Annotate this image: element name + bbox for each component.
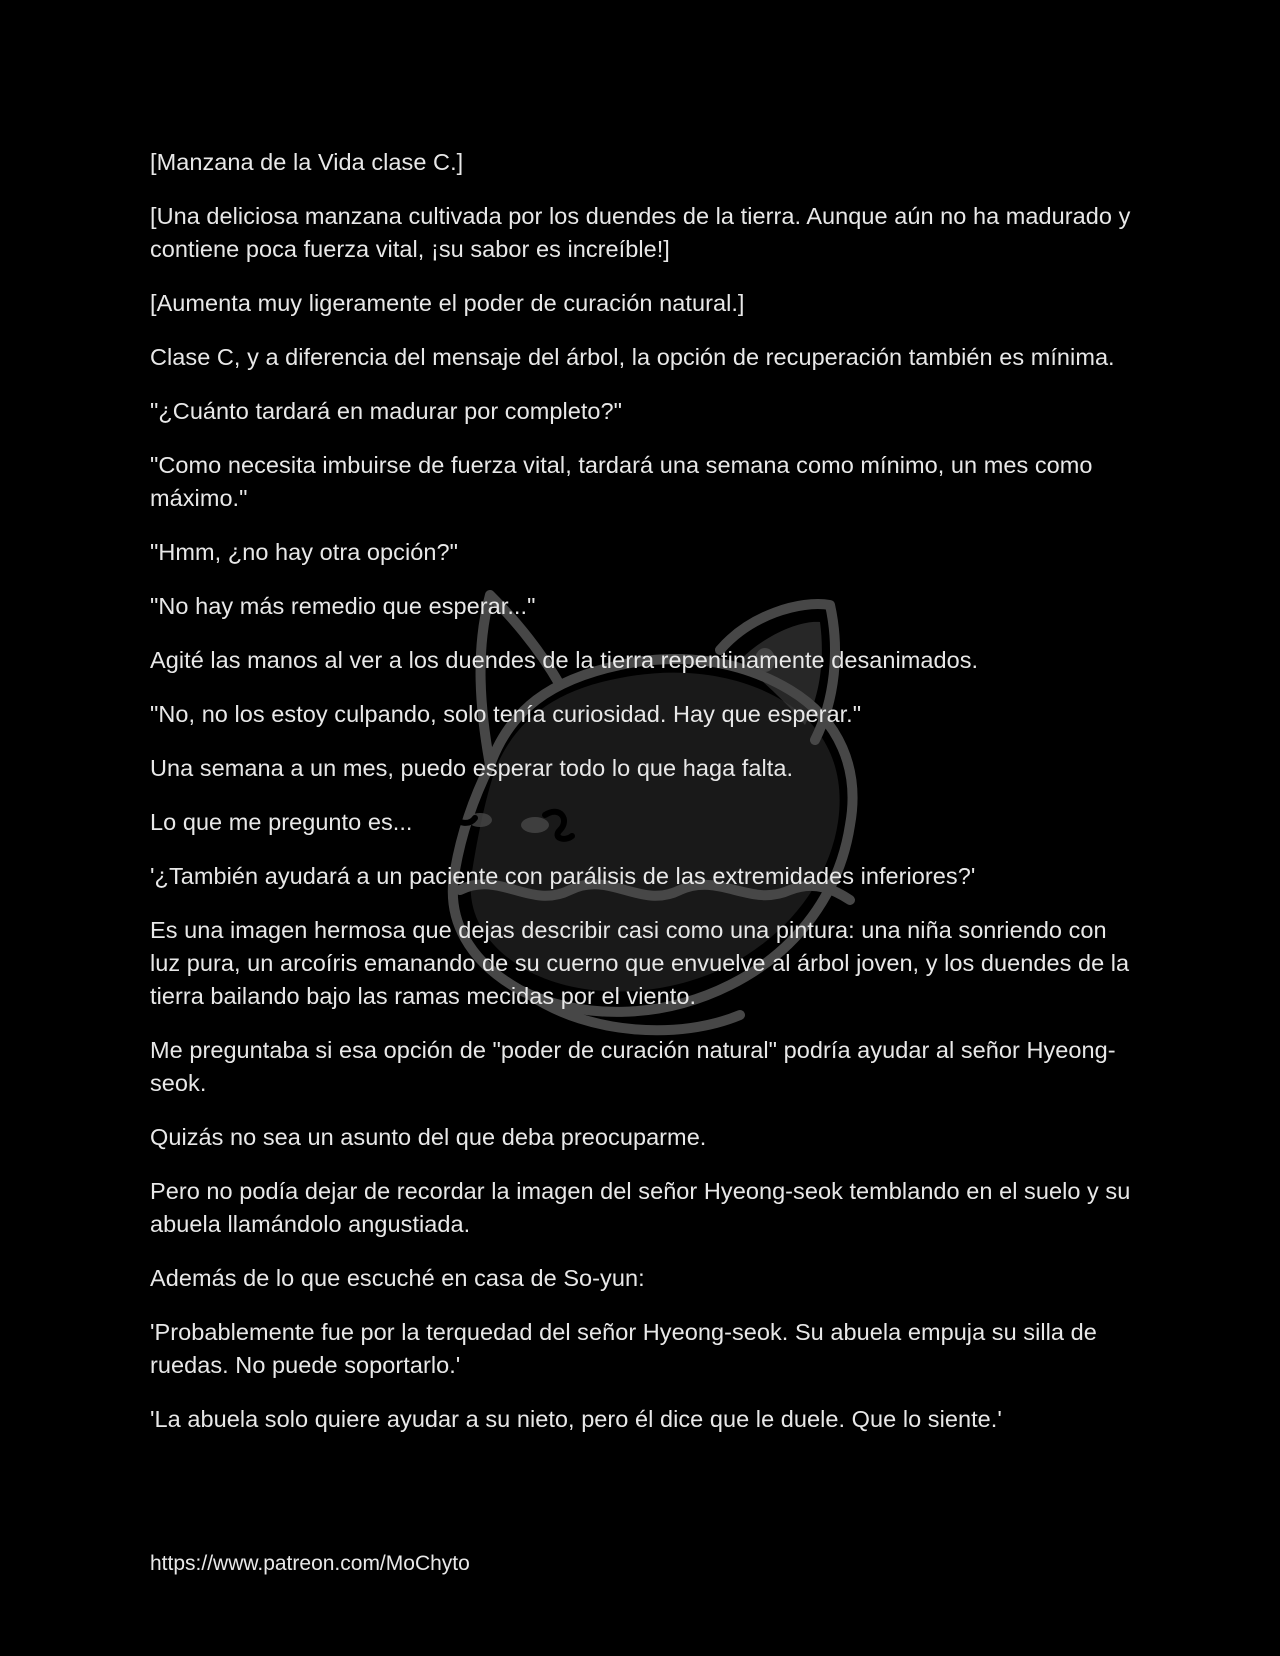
- patreon-link[interactable]: https://www.patreon.com/MoChyto: [150, 1552, 470, 1575]
- paragraph: "¿Cuánto tardará en madurar por completo?": [150, 398, 623, 424]
- paragraph: Me preguntaba si esa opción de "poder de curación natural" podría ayudar al señor Hyeong-seok.: [150, 1037, 1116, 1096]
- paragraph: "Como necesita imbuirse de fuerza vital, tardará una semana como mínimo, un mes como máximo.": [150, 452, 1093, 511]
- paragraph: Es una imagen hermosa que dejas describir casi como una pintura: una niña sonriendo con luz pura, un arcoíris emanando de su cuerno que envuelve al árbol joven, y los duendes de la tierra bailando bajo las ramas mecidas por el viento.: [150, 917, 1130, 1009]
- paragraph: Clase C, y a diferencia del mensaje del árbol, la opción de recuperación también es mínima.: [150, 344, 1115, 370]
- paragraph: Además de lo que escuché en casa de So-yun:: [150, 1265, 645, 1291]
- paragraph: "No, no los estoy culpando, solo tenía curiosidad. Hay que esperar.": [150, 701, 862, 727]
- paragraph: Lo que me pregunto es...: [150, 809, 413, 835]
- paragraph: '¿También ayudará a un paciente con parálisis de las extremidades inferiores?': [150, 863, 976, 889]
- paragraph: Agité las manos al ver a los duendes de la tierra repentinamente desanimados.: [150, 647, 979, 673]
- paragraph-item-name: [Manzana de la Vida clase C.]: [150, 149, 464, 175]
- paragraph: Una semana a un mes, puedo esperar todo lo que haga falta.: [150, 755, 794, 781]
- paragraph: 'Probablemente fue por la terquedad del señor Hyeong-seok. Su abuela empuja su silla de ruedas. No puede soportarlo.': [150, 1319, 1097, 1378]
- paragraph-item-effect: [Aumenta muy ligeramente el poder de curación natural.]: [150, 290, 745, 316]
- paragraph: "No hay más remedio que esperar...": [150, 593, 536, 619]
- paragraph-item-description: [Una deliciosa manzana cultivada por los duendes de la tierra. Aunque aún no ha madurado y contiene poca fuerza vital, ¡su sabor es increíble!]: [150, 203, 1131, 262]
- paragraph: 'La abuela solo quiere ayudar a su nieto, pero él dice que le duele. Que lo siente.': [150, 1406, 1002, 1432]
- paragraph: "Hmm, ¿no hay otra opción?": [150, 539, 458, 565]
- paragraph: Pero no podía dejar de recordar la imagen del señor Hyeong-seok temblando en el suelo y su abuela llamándolo angustiada.: [150, 1178, 1131, 1237]
- document-body: [150, 146, 1140, 1457]
- paragraph: Quizás no sea un asunto del que deba preocuparme.: [150, 1124, 707, 1150]
